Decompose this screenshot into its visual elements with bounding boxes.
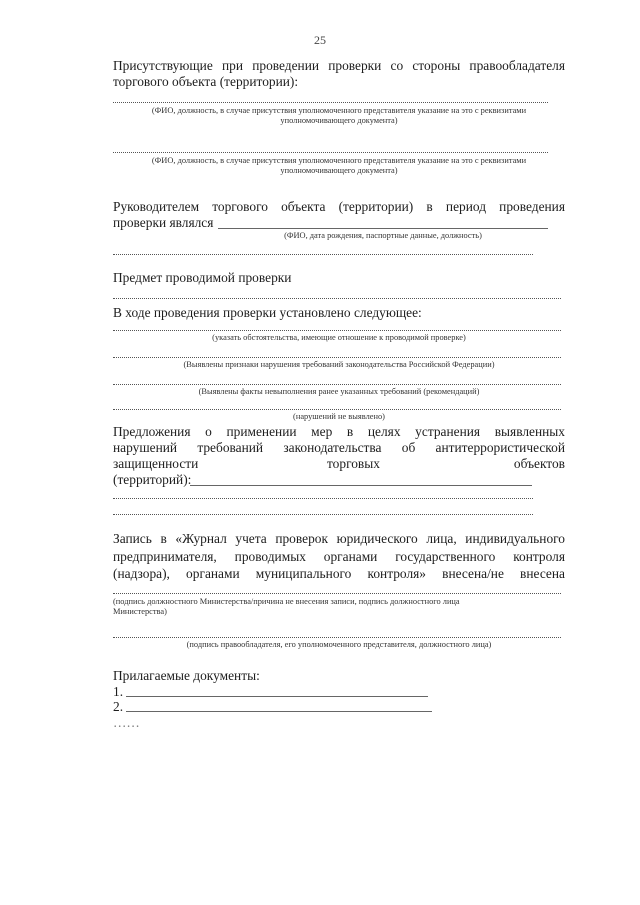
subject-label: Предмет проводимой проверки	[113, 270, 292, 285]
fill-line[interactable]	[113, 254, 533, 255]
journal-line-2: предпринимателя, проводимых органами государственного контроля	[113, 549, 565, 564]
fill-line[interactable]	[113, 593, 561, 594]
proposals-fill-line[interactable]	[190, 485, 532, 486]
present-line-1: Присутствующие при проведении проверки со стороны правообладателя	[113, 58, 565, 73]
attachment-fill-line[interactable]	[126, 711, 432, 712]
fill-line[interactable]	[113, 498, 533, 499]
findings-caption-4: (нарушений не выявлено)	[293, 412, 385, 421]
fill-line[interactable]	[113, 330, 561, 331]
proposals-line-2: нарушений требований законодательства об антитеррористической	[113, 440, 565, 455]
journal-caption-1b: Министерства)	[113, 607, 167, 616]
attachment-item-number: 1.	[113, 684, 124, 699]
journal-caption-2: (подпись правообладателя, его уполномоченного представителя, должностного лица)	[186, 640, 492, 649]
head-fill-line[interactable]	[218, 228, 548, 229]
fill-line[interactable]	[113, 357, 561, 358]
proposals-line-1: Предложения о применении мер в целях устранения выявленных	[113, 424, 565, 439]
journal-line-1: Запись в «Журнал учета проверок юридического лица, индивидуального	[113, 531, 565, 546]
proposals-line-4: (территорий):	[113, 472, 192, 487]
fill-line[interactable]	[113, 637, 561, 638]
attachments-label: Прилагаемые документы:	[113, 668, 260, 683]
present-caption-1a: (ФИО, должность, в случае присутствия уполномоченного представителя указание на это с реквизитами	[151, 106, 527, 115]
present-caption-1b: уполномочивающего документа)	[280, 116, 398, 125]
head-caption: (ФИО, дата рождения, паспортные данные, должность)	[284, 231, 482, 240]
proposals-word-3: объектов	[513, 456, 565, 471]
fill-line[interactable]	[113, 102, 548, 103]
head-line-1: Руководителем торгового объекта (территории) в период проведения	[113, 199, 565, 214]
findings-caption-3: (Выявлены факты невыполнения ранее указанных требований (рекомендаций)	[198, 387, 480, 396]
fill-line[interactable]	[113, 298, 561, 299]
findings-label: В ходе проведения проверки установлено следующее:	[113, 305, 422, 320]
attachment-item-number: 2.	[113, 699, 124, 714]
findings-caption-1: (указать обстоятельства, имеющие отношение к проводимой проверке)	[212, 333, 466, 342]
page-number: 25	[314, 33, 326, 47]
proposals-word-1: защищенности	[113, 456, 199, 471]
journal-line-3: (надзора), органами муниципального контроля» внесена/не внесена	[113, 566, 565, 581]
present-caption-2a: (ФИО, должность, в случае присутствия уполномоченного представителя указание на это с реквизитами	[151, 156, 527, 165]
fill-line[interactable]	[113, 409, 561, 410]
fill-line[interactable]	[113, 384, 561, 385]
proposals-word-2: торговых	[327, 456, 380, 471]
present-caption-2b: уполномочивающего документа)	[280, 166, 398, 175]
head-line-2: проверки являлся	[113, 215, 214, 230]
attachments-more: ……	[113, 715, 140, 730]
attachment-fill-line[interactable]	[126, 696, 428, 697]
findings-caption-2: (Выявлены признаки нарушения требований законодательства Российской Федерации)	[183, 360, 495, 369]
present-line-2: торгового объекта (территории):	[113, 74, 299, 89]
journal-caption-1a: (подпись должностного Министерства/причина не внесения записи, подпись должностного лица	[113, 597, 460, 606]
fill-line[interactable]	[113, 152, 548, 153]
fill-line[interactable]	[113, 514, 533, 515]
